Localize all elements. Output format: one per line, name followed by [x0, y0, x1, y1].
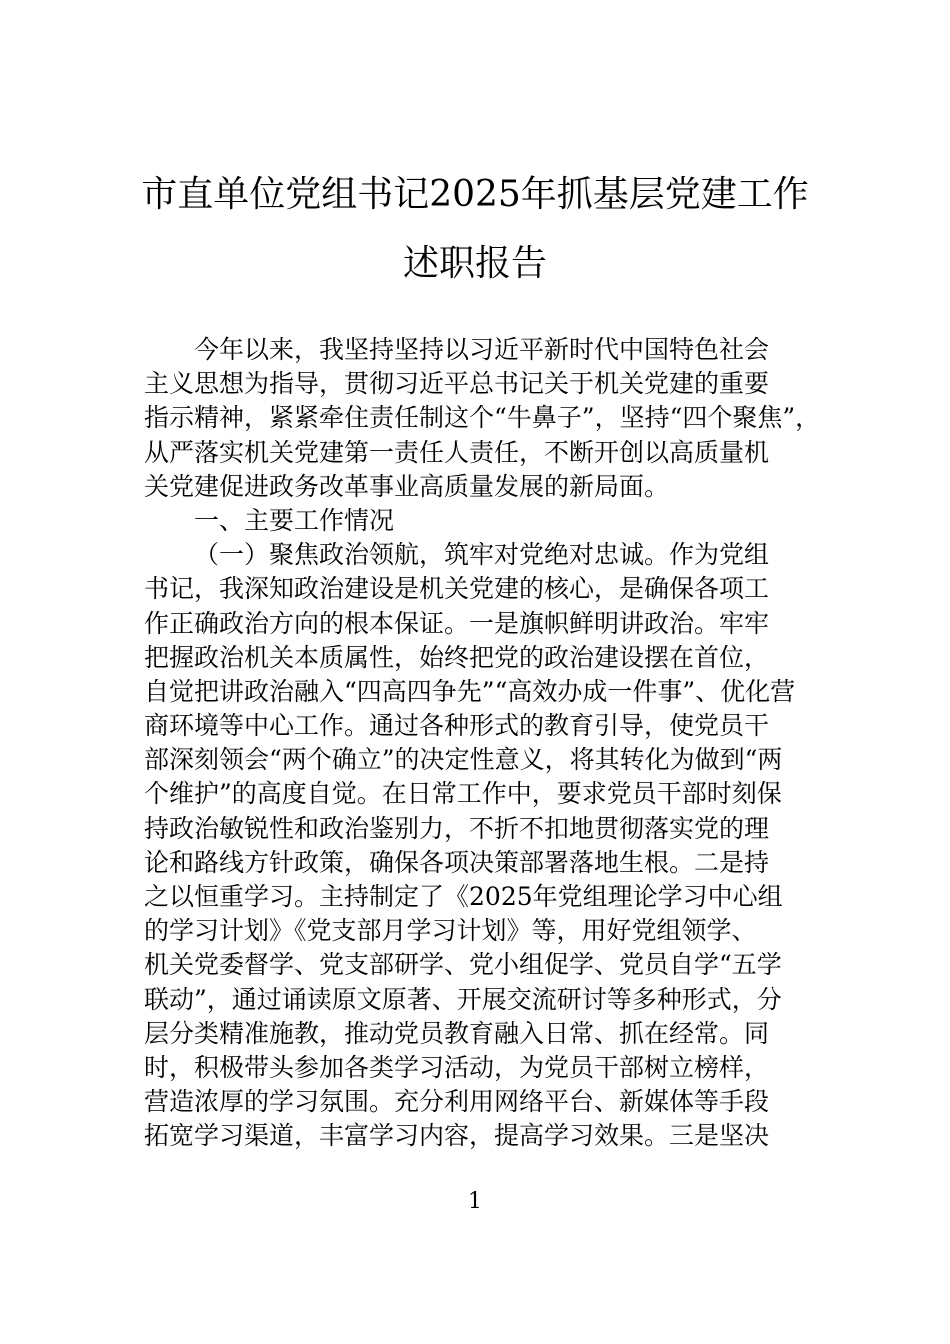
body-line: 论和路线方针政策，确保各项决策部署落地生根。二是持: [144, 847, 770, 877]
body-line: 关党建促进政务改革事业高质量发展的新局面。: [144, 471, 670, 501]
subsection-heading-line: （一）聚焦政治领航，筑牢对党绝对忠诚。作为党组: [194, 540, 770, 570]
body-line: 机关党委督学、党支部研学、党小组促学、党员自学“五学: [144, 950, 782, 980]
body-line: 主义思想为指导，贯彻习近平总书记关于机关党建的重要: [144, 369, 770, 399]
body-line: 持政治敏锐性和政治鉴别力，不折不扣地贯彻落实党的理: [144, 813, 770, 843]
body-line: 商环境等中心工作。通过各种形式的教育引导，使党员干: [144, 711, 770, 741]
body-line: 书记，我深知政治建设是机关党建的核心，是确保各项工: [144, 574, 770, 604]
body-line: 今年以来，我坚持坚持以习近平新时代中国特色社会: [194, 335, 770, 364]
body-line: 层分类精准施教，推动党员教育融入日常、抓在经常。同: [144, 1018, 770, 1048]
body-line: 指示精神，紧紧牵住责任制这个“牛鼻子”，坚持“四个聚焦”，: [144, 403, 821, 433]
body-line: 部深刻领会“两个确立”的决定性意义，将其转化为做到“两: [144, 745, 783, 775]
body-line: 从严落实机关党建第一责任人责任，不断开创以高质量机: [144, 437, 770, 467]
section-heading: 一、主要工作情况: [194, 505, 395, 535]
body-line: 的学习计划》《党支部月学习计划》等，用好党组领学、: [144, 916, 757, 946]
document-title-line-2: 述职报告: [402, 243, 547, 284]
body-line: 时，积极带头参加各类学习活动，为党员干部树立榜样，: [144, 1052, 770, 1082]
body-line: 把握政治机关本质属性，始终把党的政治建设摆在首位，: [144, 642, 770, 672]
body-line: 作正确政治方向的根本保证。一是旗帜鲜明讲政治。牢牢: [144, 608, 770, 638]
body-line: 拓宽学习渠道，丰富学习内容，提高学习效果。三是坚决: [144, 1121, 770, 1151]
body-line: 个维护”的高度自觉。在日常工作中，要求党员干部时刻保: [144, 779, 782, 809]
body-line: 营造浓厚的学习氛围。充分利用网络平台、新媒体等手段: [144, 1087, 770, 1117]
page-number: 1: [468, 1189, 482, 1214]
body-line: 之以恒重学习。主持制定了《2025年党组理论学习中心组: [144, 882, 783, 911]
document-title-line-1: 市直单位党组书记2025年抓基层党建工作: [141, 174, 809, 215]
document-body: [144, 333, 824, 1154]
body-line: 联动”，通过诵读原文原著、开展交流研讨等多种形式，分: [144, 984, 782, 1014]
body-line: 自觉把讲政治融入“四高四争先”“高效办成一件事”、优化营: [144, 676, 796, 706]
